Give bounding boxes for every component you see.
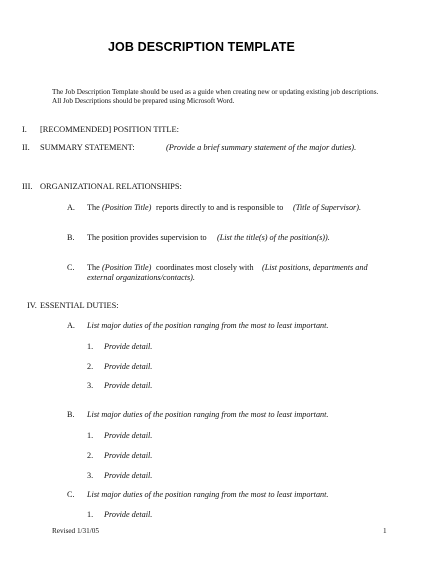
duties-c-text: List major duties of the position ranging from the most to least important. [87,490,329,499]
footer-revised-date: Revised 1/31/05 [52,527,99,535]
duties-a-label: A. [67,321,75,330]
intro-line-1: The Job Description Template should be used as a guide when creating new or updating existing job descriptions. [52,88,379,96]
duties-c-num-1: 1. [87,510,94,519]
section-1-heading: [RECOMMENDED] POSITION TITLE: [40,125,179,134]
relationship-c-list: (List positions, departments and [262,263,368,272]
intro-line-2: All Job Descriptions should be prepared using Microsoft Word. [52,97,235,105]
relationship-a-position-title: (Position Title) [102,203,152,212]
duties-b-detail-3: Provide detail. [104,471,153,480]
duties-b-num-3: 3. [87,471,94,480]
duties-b-text: List major duties of the position ranging from the most to least important. [87,410,329,419]
relationship-c-text-1: The [87,263,100,272]
duties-c-detail-1: Provide detail. [104,510,153,519]
duties-b-label: B. [67,410,75,419]
document-title: JOB DESCRIPTION TEMPLATE [108,40,295,54]
duties-a-num-1: 1. [87,342,94,351]
section-4-number: IV. [27,301,37,310]
relationship-c-position-title: (Position Title) [102,263,152,272]
duties-a-num-3: 3. [87,381,94,390]
duties-a-detail-3: Provide detail. [104,381,153,390]
relationship-b-label: B. [67,233,75,242]
section-2-number: II. [22,143,30,152]
section-4-heading: ESSENTIAL DUTIES: [40,301,119,310]
section-1-number: I. [22,125,27,134]
relationship-a-supervisor: (Title of Supervisor). [293,203,361,212]
duties-b-detail-2: Provide detail. [104,451,153,460]
duties-a-num-2: 2. [87,362,94,371]
duties-a-text: List major duties of the position ranging from the most to least important. [87,321,329,330]
duties-b-detail-1: Provide detail. [104,431,153,440]
relationship-a-text-2: reports directly to and is responsible to [156,203,284,212]
relationship-b-text: The position provides supervision to [87,233,207,242]
section-2-heading: SUMMARY STATEMENT: [40,143,135,152]
footer-page-number: 1 [383,527,387,535]
duties-b-num-1: 1. [87,431,94,440]
relationship-b-positions: (List the title(s) of the position(s)). [217,233,330,242]
duties-a-detail-2: Provide detail. [104,362,153,371]
section-3-heading: ORGANIZATIONAL RELATIONSHIPS: [40,182,182,191]
relationship-a-text-1: The [87,203,100,212]
relationship-c-list-line-2: external organizations/contacts). [87,273,195,282]
relationship-c-text-2: coordinates most closely with [156,263,254,272]
section-3-number: III. [22,182,33,191]
duties-b-num-2: 2. [87,451,94,460]
duties-c-label: C. [67,490,75,499]
relationship-c-label: C. [67,263,75,272]
section-2-hint: (Provide a brief summary statement of the major duties). [166,143,357,152]
relationship-a-label: A. [67,203,75,212]
duties-a-detail-1: Provide detail. [104,342,153,351]
